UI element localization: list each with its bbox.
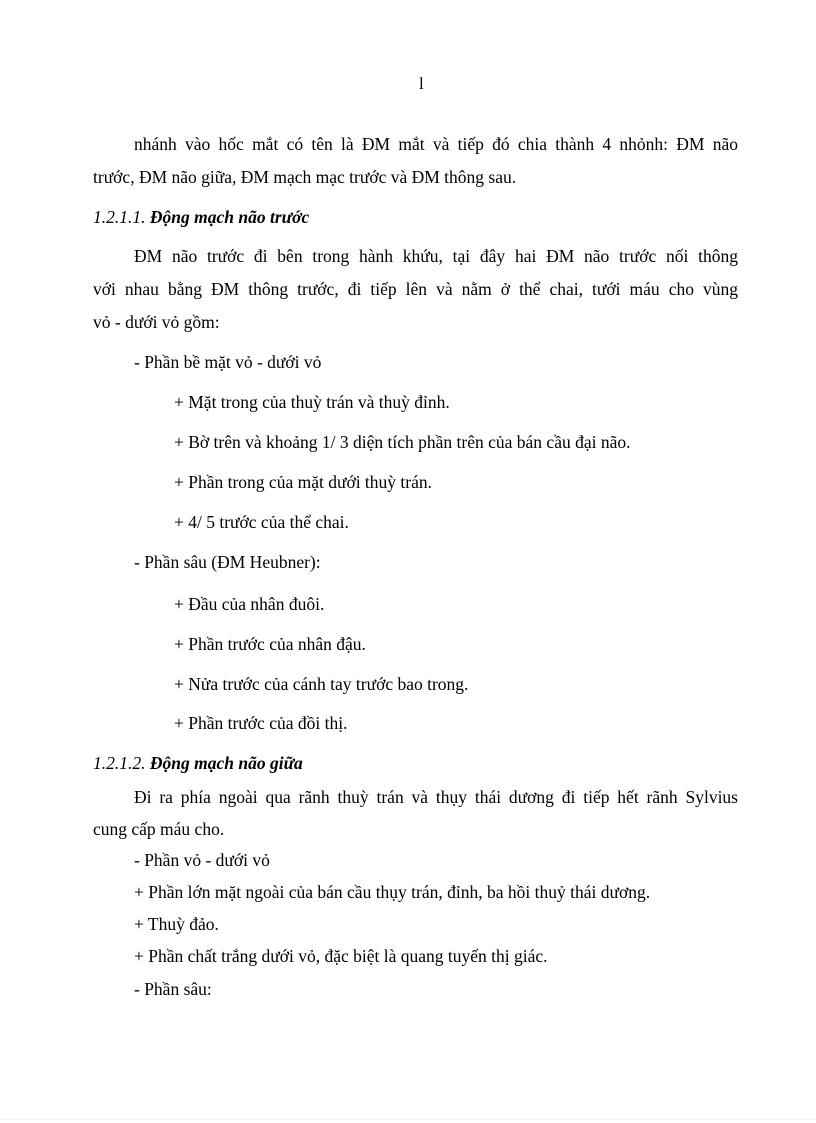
surface-heading: - Phần bề mặt vỏ - dưới vỏ [134,352,322,372]
list-item: + Bờ trên và khoảng 1/ 3 diện tích phần trên của bán cầu đại não. [174,432,631,452]
section-heading-middle-cerebral-artery [93,753,303,774]
list-item: + Thuỳ đảo. [134,914,219,934]
section2-paragraph-line-1: Đi ra phía ngoài qua rãnh thuỳ trán và thụy thái dương đi tiếp hết rãnh Sylvius [134,787,738,807]
deep-heading: - Phần sâu: [134,979,212,999]
deep-heading: - Phần sâu (ĐM Heubner): [134,552,321,572]
section1-paragraph-line-2: với nhau bằng ĐM thông trước, đi tiếp lên và nằm ở thể chai, tưới máu cho vùng [93,279,738,299]
intro-line-2: trước, ĐM não giữa, ĐM mạch mạc trước và ĐM thông sau. [93,167,517,187]
page-bottom-divider [0,1119,816,1120]
section-number: 1.2.1.1. [93,207,150,227]
section1-paragraph-line-3: vỏ - dưới vỏ gồm: [93,312,220,332]
list-item: + Mặt trong của thuỳ trán và thuỳ đỉnh. [174,392,450,412]
section-title: Động mạch não giữa [149,753,303,773]
section1-paragraph-line-1: ĐM não trước đi bên trong hành khứu, tại đây hai ĐM não trước nối thông [134,246,738,266]
list-item: + Đầu của nhân đuôi. [174,594,325,614]
list-item: + Phần trước của nhân đậu. [174,634,366,654]
page-number: l [419,74,424,93]
section-title: Động mạch não trước [149,207,310,227]
list-item: + Phần trước của đồi thị. [174,713,348,733]
intro-line-1: nhánh vào hốc mắt có tên là ĐM mắt và tiếp đó chia thành 4 nhỏnh: ĐM não [134,134,738,154]
cortex-heading: - Phần vỏ - dưới vỏ [134,850,270,870]
list-item: + Phần lớn mặt ngoài của bán cầu thụy trán, đỉnh, ba hồi thuỷ thái dương. [134,882,651,902]
list-item: + Phần trong của mặt dưới thuỳ trán. [174,472,433,492]
section-number: 1.2.1.2. [93,753,150,773]
list-item: + 4/ 5 trước của thể chai. [174,512,349,532]
list-item: + Phần chất trắng dưới vỏ, đặc biệt là quang tuyến thị giác. [134,946,548,966]
section-heading-anterior-cerebral-artery [93,207,309,228]
list-item: + Nửa trước của cánh tay trước bao trong. [174,674,469,694]
section2-paragraph-line-2: cung cấp máu cho. [93,819,225,839]
